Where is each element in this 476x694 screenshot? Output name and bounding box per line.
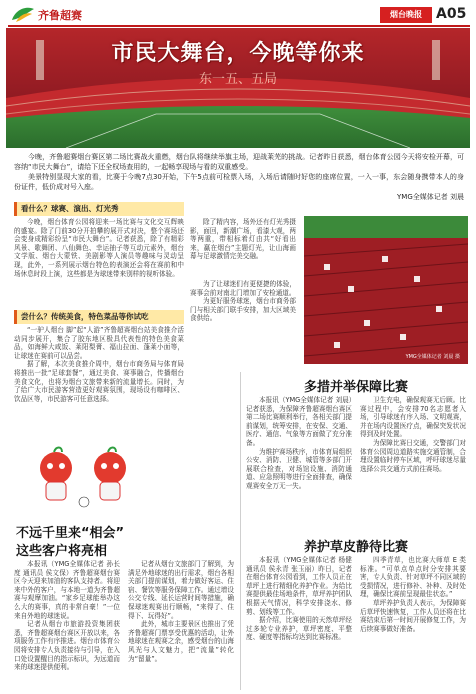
article-left-para-4: 此外，城市主要景区也推出了凭齐鲁超赛门票享受优惠的活动，让外地球迷在观赛之余，感受烟台的山海风光与人文魅力，把“流量”转化为“留量”。 xyxy=(128,620,234,663)
leaf-logo-icon xyxy=(10,6,36,24)
header-divider xyxy=(8,25,470,27)
article-left-para-1: 本报讯（YMG全媒体记者 孙长度 通讯员 侯文保）齐鲁超赛烟台赛区今天迎来加油的客队支持者。将迎来中外的客户，与本地一道为齐鲁超赛与观摩加油。“家乡足球能举办这么大的赛事，真的非常自豪！”一位来自外地的球迷说。 xyxy=(14,560,120,620)
article-right2-para-2: 据介绍，比赛使用的天然草坪经过多轮专业养护，草坪密度、平整度、硬度等指标均达到比赛标准。 xyxy=(246,616,352,642)
watch-section-body-cont xyxy=(190,218,296,278)
watch-section-body xyxy=(14,218,184,308)
mascots-illustration xyxy=(6,446,166,508)
article-left-col2 xyxy=(128,560,234,690)
article-right2-para-1: 本报讯（YMG全媒体记者 杨健 通讯员 侯永青 张玉丽）昨日，记者在烟台体育公园看到，工作人员正在草坪上进行精细化养护作业。为给比赛提供最佳场地条件，草坪养护团队根据天气情况，科学安排浇水、修剪、划线等工作。 xyxy=(246,556,352,616)
article-right1-title: 多措并举保障比赛 xyxy=(303,380,408,395)
food-section-body xyxy=(14,326,184,444)
article-left-title-line1: 不远千里来“相会” xyxy=(16,526,125,541)
article-right2-body xyxy=(246,556,466,690)
section-name: 齐鲁超赛 xyxy=(38,9,82,22)
article-left-para-2: 记者从烟台市旅游投资集团获悉，齐鲁超赛烟台赛区开放以来，各项服务工作有序推进。烟台市体育公园将安排专人负责接待与引导，在入口处设置醒目的指示标识，为远道而来的球迷提供便利。 xyxy=(14,620,120,672)
article-left-title-line2: 这些客户将亮相 xyxy=(16,544,108,559)
article-left-col1 xyxy=(14,560,120,690)
article-right2-para-4: 草坪养护负责人表示，为保障赛后草坪快速恢复，工作人员还将在比赛结束后第一时间开展修复工作，为后续赛事做好准备。 xyxy=(360,598,466,633)
article-right1-para-1: 本报讯（YMG全媒体记者 刘晨）记者获悉，为保障齐鲁超赛烟台赛区第二场比赛顺利举行，各相关部门提前谋划，统筹安排，在安保、交通、医疗、通信、气象等方面做了充分准备。 xyxy=(246,396,352,447)
intro-text: 今晚，齐鲁超赛烟台赛区第二场比赛战火重燃，烟台队将继续举旗主场，迎战莱芜的挑战。记者昨日获悉，烟台体育公园今天将安检开幕，可容纳“市民大舞台”，请给下还全权场查用的，一起畅享现场与看的双重感受。 xyxy=(14,153,464,171)
intro-byline: YMG全媒体记者 刘晨 xyxy=(397,193,464,201)
article-left-para-3: 记者从烟台文旅部门了解到，为满足外地球迷的出行需求，烟台各相关部门提前谋划，着力做好客运、住宿、餐饮等服务保障工作。通过增设公交专线、延长运营时间等措施，确保球迷观赛出行顺畅，“来得了、住得下、玩得好”。 xyxy=(128,560,234,620)
masthead xyxy=(8,6,470,24)
article-right1-col1 xyxy=(246,396,352,514)
article-right1-para-2: 为维护赛场秩序，市体育局组织公安、消防、卫健、城管等多部门开展联合检查，对场馆设施、消防通道、应急照明等进行全面排查，确保观赛安全万无一失。 xyxy=(246,447,352,490)
article-right2-title: 养护草皮静待比赛 xyxy=(303,540,408,555)
photo-credit: YMG全媒体记者 刘晨 摄 xyxy=(405,354,460,360)
article-right1-para-4: 为保障比赛日交通，交警部门对体育公园周边道路实施交通管制，合理设置临时停车区域，呼吁球迷尽量选择公共交通方式前往赛场。 xyxy=(360,438,466,473)
paper-name-badge: 烟台晚报 xyxy=(380,7,432,23)
article-right1-col2 xyxy=(360,396,466,514)
article-right1-para-3: 卫生充电，确保观赛无后顾。比赛过程中，会安排70名志愿者入场，引导球迷有序入场、文明观赛，并在场内设置医疗点，确保突发状况得到及时处置。 xyxy=(360,396,466,439)
column-divider xyxy=(240,372,241,690)
article-right2-col2 xyxy=(360,556,466,690)
article-right2-col1 xyxy=(246,556,352,690)
stadium-seats-illustration xyxy=(304,216,468,364)
food-paragraph-1: “一驴人烟台 脚”起“人游”齐鲁超赛烟台站美食推介活动同步展开，集合了胶东地区极具代表性的特色美食菜品，如海鲜大咸饭、莱阳梨膏、福山拉面、蓬莱小面等，让球迷在赛前可以品尝。 xyxy=(14,326,184,360)
hero-stadium-photo xyxy=(6,28,470,148)
hero-subtitle: 东一五、五局 xyxy=(198,72,277,87)
watch-paragraph-3: 为了让球迷们有更便捷的体验，赛事会前对南北门增加了安检通道。 xyxy=(190,280,296,297)
page-number: A05 xyxy=(436,6,467,22)
headline: 市民大舞台，今晚等你来 xyxy=(111,41,365,66)
section-heading-food: 尝什么？传统美食，特色菜品等你试吃 xyxy=(14,310,184,324)
intro-text-2: 美景特别显现大家的看，比赛于今晚7点30开始，下午5点前可检票入场，入场后请随时好您的座席位置，一入一事，东会随身携带本人的身份证件，低价成对号入座。 xyxy=(14,173,464,191)
watch-paragraph-2: 除了精内容，场外还有灯光秀摄影，面回，新潮广场，看漆大观，两等两重，带相标着灯由共“好看出来，赢在烟台”主题灯光，让山海画幕与足球激情完美交融。 xyxy=(190,218,296,261)
intro-paragraph xyxy=(14,152,464,202)
stadium-seats-photo xyxy=(304,216,468,364)
watch-paragraph-1: 今晚，烟台体育公园将迎来一场比赛与文化交互辉映的盛宴。除了门前30分开拍攀的展开式对决，整个赛场还会变身成精彩纷呈“市民大舞台”。记者获悉，除了有精彩风景、歌舞团、八仙舞色、幸运抽子等互动元素外，烟台文学版、烟台大蒙铁、美剧影等人演员等趣味与灵动呈现，此外，一系列展示烟台特色的表演还会将在赛前和中场休息时段上演，这些都是为球迷带来别样的视听体验。 xyxy=(14,218,184,278)
mascot-figures xyxy=(6,446,166,508)
food-paragraph-3: 为更好服务球迷，烟台市商务部门与相关部门联手安排，加大区域美食供给。 xyxy=(190,297,296,323)
article-right1-body xyxy=(246,396,466,514)
section-heading-watch: 看什么？球赛、演出、灯光秀 xyxy=(14,202,184,216)
food-paragraph-2: 据了解，本次美食推介周中，烟台市商务局与体育局将推出一批“足球套餐”，通过美食、赛事融合，传播烟台美食文化，也将为烟台文旅带来新的流量增长。同时，为了给广大市民游客营造更好观赛氛围，现场设有咖啡区、饮品区等，市民游客可任意选择。 xyxy=(14,360,184,403)
article-right2-para-3: 四季青草，也比赛大师草 E 类标准。“可单点单点时分安排其要害，专人负责、针对草坪不同区域的受损情况，进行修补、补种、及时处理，确保比赛前呈现最佳状态。” xyxy=(360,556,466,599)
